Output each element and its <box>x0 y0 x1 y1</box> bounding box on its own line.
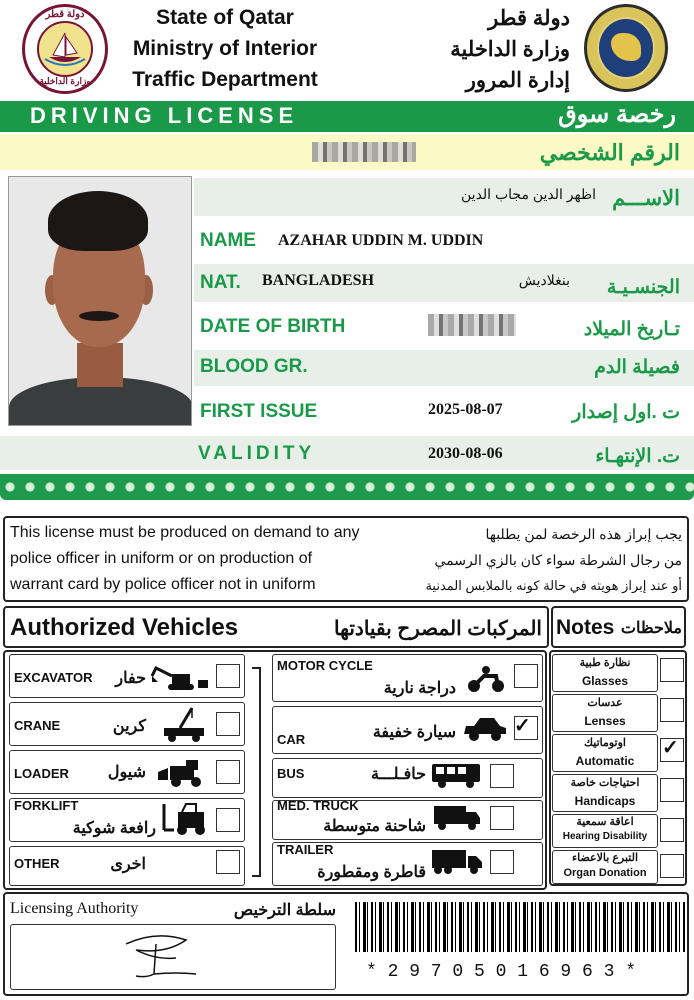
vehicle-other-label-ar: اخرى <box>110 856 146 873</box>
blood-group-ar-label: فصيلة الدم <box>594 357 680 378</box>
personal-number-label-ar: الرقم الشخصي <box>539 140 680 165</box>
vehicle-crane-label: CRANE <box>14 718 61 733</box>
vehicle-forklift-label-ar: رافعة شوكية <box>72 820 156 837</box>
note-lenses-en: Lenses <box>584 714 626 728</box>
vehicle-car-label: CAR <box>277 732 306 747</box>
validity-value: 2030-08-06 <box>428 445 503 462</box>
note-hearing-ar: اعاقة سمعية <box>576 816 634 828</box>
notes-title: Notes <box>556 616 615 639</box>
checkmark-car-icon: ✓ <box>514 715 531 737</box>
validity-label: VALIDITY <box>198 443 316 464</box>
header-ministry: Ministry of Interior <box>132 37 318 60</box>
emblem-arabic-top: دولة قطر <box>45 9 85 20</box>
barcode <box>355 902 685 952</box>
validity-ar-label: ت. الإنتهـاء <box>595 446 680 467</box>
vehicle-loader-label: LOADER <box>14 766 69 781</box>
checkbox-hearing[interactable] <box>660 818 684 842</box>
vehicle-med-truck-label: MED. TRUCK <box>277 798 359 813</box>
name-ar-value: اظهر الدين مجاب الدين <box>461 186 596 202</box>
vehicle-excavator-label: EXCAVATOR <box>14 670 93 685</box>
vehicle-car-label-ar: سيارة خفيفة <box>372 724 456 741</box>
checkbox-glasses[interactable] <box>660 658 684 682</box>
notes-title-ar: ملاحظات <box>620 620 682 637</box>
name-label: NAME <box>200 230 256 251</box>
crane-truck-icon <box>162 706 208 742</box>
licensing-authority-label-ar: سلطة الترخيص <box>233 902 336 919</box>
name-ar-label: الاســـم <box>612 187 680 210</box>
checkbox-other[interactable] <box>216 850 240 874</box>
note-handicaps-ar: احتياجات خاصة <box>570 777 640 789</box>
banner-title: DRIVING LICENSE <box>30 103 299 128</box>
note-organ-donation-en: Organ Donation <box>563 867 647 879</box>
vehicle-excavator-label-ar: حفار <box>115 670 146 687</box>
gcc-emblem-center <box>597 17 655 79</box>
bus-icon <box>430 762 482 788</box>
photo-hair <box>48 191 148 251</box>
authorized-vehicles-title: Authorized Vehicles <box>10 614 239 641</box>
licensing-authority-label: Licensing Authority <box>10 900 139 917</box>
note-automatic-en: Automatic <box>575 754 635 768</box>
checkbox-handicaps[interactable] <box>660 778 684 802</box>
notice-en-line1: This license must be produced on demand to any <box>10 524 360 541</box>
header-department-ar: إدارة المرور <box>465 69 570 92</box>
personal-number-redacted <box>312 142 416 162</box>
checkbox-forklift[interactable] <box>216 808 240 832</box>
nationality-value: BANGLADESH <box>262 272 375 289</box>
first-issue-value: 2025-08-07 <box>428 401 503 418</box>
truck-icon <box>432 804 482 832</box>
checkbox-loader[interactable] <box>216 760 240 784</box>
vehicle-trailer-label: TRAILER <box>277 842 334 857</box>
vehicle-motorcycle-label: MOTOR CYCLE <box>277 658 373 673</box>
checkbox-trailer[interactable] <box>490 850 514 874</box>
dob-label: DATE OF BIRTH <box>200 316 346 337</box>
qatar-emblem-icon <box>22 4 108 94</box>
notice-en-line2: police officer in uniform or on production of <box>10 550 313 567</box>
authorized-vehicles-title-ar: المركبات المصرح بقيادتها <box>334 618 542 640</box>
gcc-emblem-icon <box>584 4 668 92</box>
header-state-ar: دولة قطر <box>488 7 570 30</box>
note-organ-donation-ar: التبرع بالاعضاء <box>571 852 639 864</box>
signature-icon <box>116 930 200 986</box>
vehicle-forklift-label: FORKLIFT <box>14 798 79 813</box>
vehicle-loader-label-ar: شيول <box>107 764 146 781</box>
first-issue-ar-label: ت .اول إصدار <box>572 402 680 423</box>
blood-group-label: BLOOD GR. <box>200 356 308 377</box>
dhow-palm-icon <box>39 23 91 75</box>
first-issue-label: FIRST ISSUE <box>200 401 318 422</box>
notice-ar-line2: من رجال الشرطة سواء كان بالزي الرسمي <box>434 552 682 568</box>
checkbox-crane[interactable] <box>216 712 240 736</box>
photo-moustache <box>79 311 119 321</box>
emblem-arabic-bottom: وزارة الداخلية <box>39 76 91 86</box>
nationality-label: NAT. <box>200 272 241 293</box>
decorative-pattern-band <box>0 474 694 500</box>
vehicle-other-label: OTHER <box>14 856 60 871</box>
header-state: State of Qatar <box>156 6 294 29</box>
note-handicaps-en: Handicaps <box>574 794 636 808</box>
header-ministry-ar: وزارة الداخلية <box>450 38 570 61</box>
forklift-icon <box>160 802 208 836</box>
notice-ar-line1: يجب إبراز هذه الرخصة لمن يطلبها <box>485 526 682 542</box>
note-hearing-en: Hearing Disability <box>562 831 648 842</box>
dob-redacted <box>428 314 516 336</box>
excavator-icon <box>150 666 208 690</box>
checkbox-bus[interactable] <box>490 764 514 788</box>
note-glasses-ar: نظارة طبية <box>579 657 631 669</box>
motorcycle-icon <box>466 664 506 694</box>
note-automatic-ar: اوتوماتيك <box>583 737 626 749</box>
checkbox-motorcycle[interactable] <box>514 664 538 688</box>
banner-title-ar: رخصة سوق <box>558 101 676 128</box>
nationality-ar-label: الجنسـيـة <box>606 277 680 298</box>
checkbox-lenses[interactable] <box>660 698 684 722</box>
vehicle-bus-label-ar: حافـلـــة <box>370 766 426 783</box>
car-icon <box>462 716 508 742</box>
checkmark-automatic-icon: ✓ <box>662 737 679 759</box>
emblem-center <box>37 21 93 77</box>
vehicle-med-truck-label-ar: شاحنة متوسطة <box>323 818 426 835</box>
bracket-divider <box>248 666 270 878</box>
header-department: Traffic Department <box>132 68 318 91</box>
notice-en-line3: warrant card by police officer not in uniform <box>10 576 316 593</box>
name-value: AZAHAR UDDIN M. UDDIN <box>278 232 484 249</box>
checkbox-excavator[interactable] <box>216 664 240 688</box>
nationality-ar-value: بنغلاديش <box>518 272 570 288</box>
trailer-truck-icon <box>430 848 484 876</box>
note-glasses-en: Glasses <box>581 674 629 688</box>
vehicle-bus-label: BUS <box>277 766 305 781</box>
loader-icon <box>156 758 208 788</box>
checkbox-med-truck[interactable] <box>490 806 514 830</box>
gcc-map-shape <box>611 33 641 61</box>
dob-ar-label: تـاريخ الميلاد <box>583 319 680 340</box>
vehicle-crane-label-ar: كرين <box>112 718 146 735</box>
barcode-number: * 2 9 7 0 5 0 1 6 9 6 3 * <box>366 962 637 982</box>
checkbox-organ-donation[interactable] <box>660 854 684 878</box>
vehicle-trailer-label-ar: قاطرة ومقطورة <box>317 864 426 881</box>
notice-ar-line3: أو عند إبراز هويته في حالة كونه بالملابس المدنية <box>425 578 682 593</box>
vehicle-motorcycle-label-ar: دراجة نارية <box>383 680 456 697</box>
photo-neck <box>77 343 123 387</box>
holder-photo <box>8 176 192 426</box>
note-lenses-ar: عدسات <box>587 697 623 709</box>
